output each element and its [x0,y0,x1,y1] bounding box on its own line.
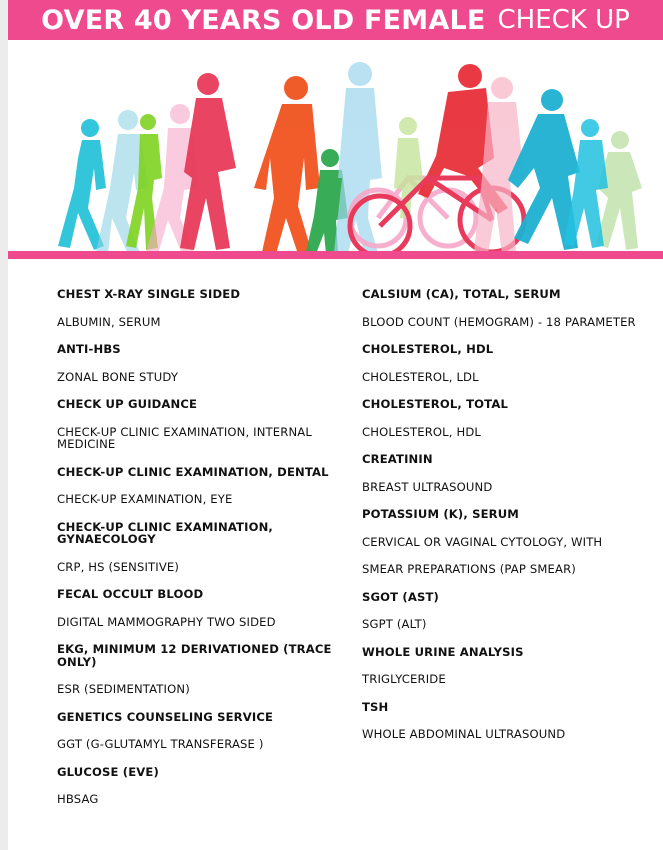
test-item: CHECK-UP CLINIC EXAMINATION, INTERNAL MEDICINE [57,424,312,451]
test-item: ANTI-HBS [57,342,121,356]
test-item: BREAST ULTRASOUND [362,479,493,494]
test-item: GLUCOSE (EVE) [57,764,159,779]
test-item: SGPT (ALT) [362,617,427,631]
test-item: ESR (SEDIMENTATION) [57,682,190,696]
test-item: CREATININ [362,452,433,466]
test-item: ALBUMIN, SERUM [57,314,161,329]
person-8-blue-woman-faint [334,62,382,254]
test-item: SGOT (AST) [362,589,439,604]
test-item: CRP, HS (SENSITIVE) [57,559,180,574]
person-5-red-woman [180,73,236,250]
test-item: POTASSIUM (K), SERUM [362,507,519,521]
test-item: CHECK-UP CLINIC EXAMINATION, GYNAECOLOGY [57,519,273,546]
test-item: CHECK UP GUIDANCE [57,397,198,411]
test-item: TSH [362,699,389,714]
page-title-bold: OVER 40 YEARS OLD FEMALE [41,4,486,36]
test-item: CERVICAL OR VAGINAL CYTOLOGY, WITH [362,534,603,549]
test-item: CHOLESTEROL, TOTAL [362,397,508,411]
tests-column-left [57,288,347,821]
test-item: WHOLE URINE ANALYSIS [362,644,524,659]
test-item: BLOOD COUNT (HEMOGRAM) - 18 PARAMETER [362,314,636,329]
test-item: WHOLE ABDOMINAL ULTRASOUND [362,727,566,741]
test-item: GGT (G-GLUTAMYL TRANSFERASE ) [57,737,264,751]
test-item: TRIGLYCERIDE [362,672,446,686]
banner-divider [8,251,663,259]
people-walking-running-cycling-silhouettes-icon [8,48,663,263]
test-item: CALSIUM (CA), TOTAL, SERUM [362,287,561,301]
tests-column-right [362,288,652,756]
page-title-light: CHECK UP [497,5,630,35]
test-item: CHEST X-RAY SINGLE SIDED [57,287,241,301]
header-banner [8,0,663,40]
person-1-teal [58,119,106,250]
test-item: CHECK-UP EXAMINATION, EYE [57,492,233,506]
test-item: HBSAG [57,792,99,806]
test-item: CHOLESTEROL, LDL [362,369,479,384]
test-item: GENETICS COUNSELING SERVICE [57,709,274,724]
test-item: CHOLESTEROL, HDL [362,424,482,439]
test-item: SMEAR PREPARATIONS (PAP SMEAR) [362,562,576,576]
page-left-margin [0,0,8,850]
test-item: DIGITAL MAMMOGRAPHY TWO SIDED [57,614,276,629]
test-item: CHECK-UP CLINIC EXAMINATION, DENTAL [57,464,329,479]
test-item: CHOLESTEROL, HDL [362,342,494,356]
test-item: ZONAL BONE STUDY [57,369,179,384]
test-item: EKG, MINIMUM 12 DERIVATIONED (TRACE ONLY) [57,642,332,669]
person-6-orange-man [254,76,320,254]
test-item: FECAL OCCULT BLOOD [57,587,204,601]
